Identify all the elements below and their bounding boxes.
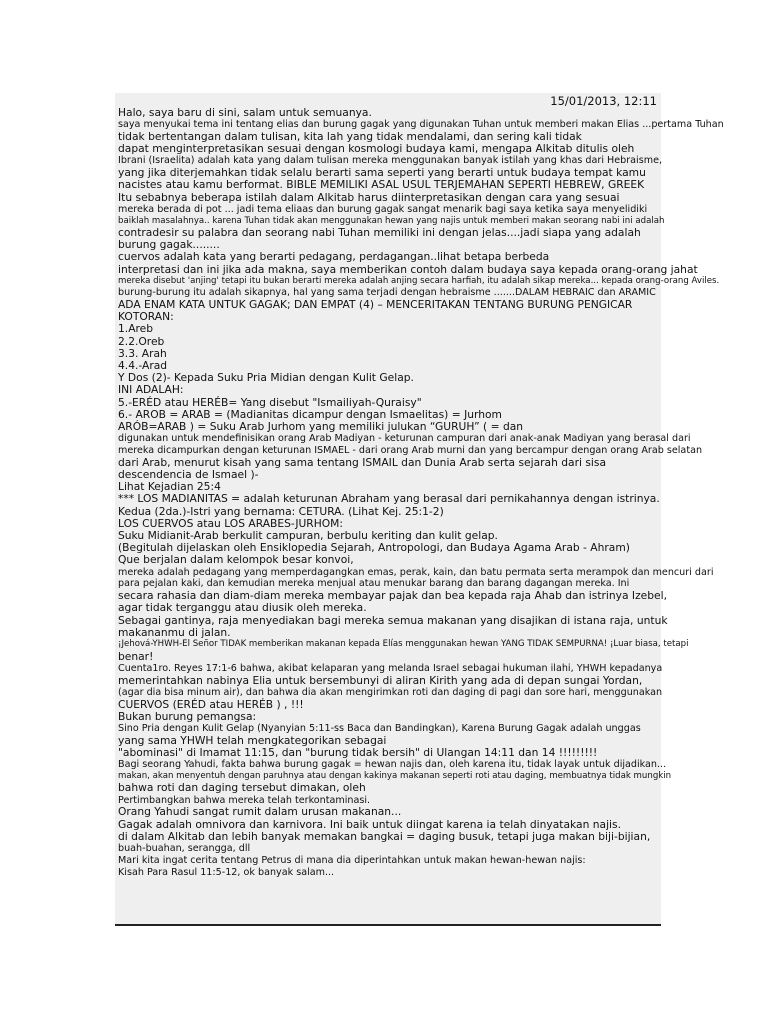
post-line: saya menyukai tema ini tentang elias dan burung gagak yang digunakan Tuhan untuk memberi makan Elias ...pertama Tuhan <box>118 119 724 131</box>
post-line: "abominasi" di Imamat 11:15, dan "burung tidak bersih" di Ulangan 14:11 dan 14 !!!!!!!!! <box>118 745 598 759</box>
post-line: LOS CUERVOS atau LOS ARABES-JURHOM: <box>118 516 343 530</box>
post-line: 6.- AROB = ARAB = (Madianitas dicampur dengan Ismaelitas) = Jurhom <box>118 407 502 421</box>
post-line: cuervos adalah kata yang berarti pedagang, perdagangan..lihat betapa berbeda <box>118 250 550 264</box>
post-line: descendencia de Ismael )- <box>118 468 259 482</box>
post-line: secara rahasia dan diam-diam mereka membayar pajak dan bea kepada raja Ahab dan istrinya Izebel, <box>118 589 667 603</box>
post-line: (agar dia bisa minum air), dan bahwa dia akan mengirimkan roti dan daging di pagi dan sore hari, menggunakan <box>118 686 663 698</box>
post-line: ARÓB=ARAB ) = Suku Arab Jurhom yang memiliki julukan “GURUH” ( = dan <box>118 420 524 434</box>
post-line: ¡Jehová-YHWH-El Señor TIDAK memberikan makanan kepada Elías menggunakan hewan YANG TIDAK SEMPURNA! ¡Luar biasa, tetapi <box>118 639 689 650</box>
post-line: (Begitulah dijelaskan oleh Ensiklopedia Sejarah, Antropologi, dan Budaya Agama Arab - Ahram) <box>118 541 630 555</box>
post-line: 5.-ERÉD atau HERÉB= Yang disebut "Ismailiyah-Quraisy" <box>118 395 422 409</box>
post-line: Itu sebabnya beberapa istilah dalam Alkitab harus diinterpretasikan dengan cara yang sesuai <box>118 190 620 204</box>
post-line: agar tidak terganggu atau diusik oleh mereka. <box>118 601 367 615</box>
post-line: *** LOS MADIANITAS = adalah keturunan Abraham yang berasal dari pernikahannya dengan istrinya. <box>118 492 660 506</box>
post-line: mereka dicampurkan dengan keturunan ISMAEL - dari orang Arab murni dan yang bercampur dengan orang Arab selatan <box>118 445 703 457</box>
post-line: Kedua (2da.)-Istri yang bernama: CETURA. (Lihat Kej. 25:1-2) <box>118 504 444 518</box>
post-line: Halo, saya baru di sini, salam untuk semuanya. <box>118 106 372 119</box>
post-line: mereka disebut 'anjing' tetapi itu bukan berarti mereka adalah anjing secara harfiah, itu adalah sikap mereka... kepada orang-orang Aviles. <box>118 275 720 286</box>
post-line: burung-burung itu adalah sikapnya, hal yang sama terjadi dengan hebraisme .......DALAM HEBRAIC dan ARAMIC <box>118 287 656 299</box>
post-line: baiklah masalahnya.. karena Tuhan tidak akan menggunakan hewan yang najis untuk memberi makan seorang nabi ini adalah <box>118 215 665 226</box>
post-line: para pejalan kaki, dan kemudian mereka menjual atau menukar barang dan barang dagangan mereka. Ini <box>118 578 630 590</box>
post-line: makan, akan menyentuh dengan paruhnya atau dengan kakinya makanan seperti roti atau daging, membuatnya tidak mungkin <box>118 770 672 781</box>
post-line: Cuenta1ro. Reyes 17:1-6 bahwa, akibat kelaparan yang melanda Israel sebagai hukuman ilahi, YHWH kepadanya <box>118 662 663 674</box>
post-line: digunakan untuk mendefinisikan orang Arab Madiyan - keturunan campuran dari anak-anak Madiyan yang berasal dari <box>118 433 691 445</box>
post-line: 3.3. Arah <box>118 346 167 360</box>
post-line: tidak bertentangan dalam tulisan, kita lah yang tidak mendalami, dan sering kali tidak <box>118 130 582 143</box>
post-line: burung gagak........ <box>118 238 220 252</box>
post-line: Y Dos (2)- Kepada Suku Pria Midian dengan Kulit Gelap. <box>118 371 414 385</box>
post-line: Suku Midianit-Arab berkulit campuran, berbulu keriting dan kulit gelap. <box>118 529 498 543</box>
post-line: dapat menginterpretasikan sesuai dengan kosmologi budaya kami, mengapa Alkitab ditulis oleh <box>118 142 635 156</box>
post-line: Mari kita ingat cerita tentang Petrus di mana dia diperintahkan untuk makan hewan-hewan najis: <box>118 854 586 866</box>
post-line: bahwa roti dan daging tersebut dimakan, oleh <box>118 781 366 795</box>
post-line: Bagi seorang Yahudi, fakta bahwa burung gagak = hewan najis dan, oleh karena itu, tidak layak untuk dijadikan... <box>118 759 667 771</box>
post-line: nacistes atau kamu berformat. BIBLE MEMILIKI ASAL USUL TERJEMAHAN SEPERTI HEBREW, GREEK <box>118 178 645 192</box>
post-timestamp: 15/01/2013, 12:11 <box>550 94 657 108</box>
post-line: Gagak adalah omnivora dan karnivora. Ini baik untuk diingat karena ia telah dinyatakan najis. <box>118 817 621 831</box>
post-body <box>115 106 724 878</box>
post-line: mereka adalah pedagang yang memperdagangkan emas, perak, kain, dan batu permata serta merampok dan mencuri dari <box>118 566 714 578</box>
post-line: Bukan burung pemangsa: <box>118 709 257 723</box>
post-line: dari Arab, menurut kisah yang sama tentang ISMAIL dan Dunia Arab serta sejarah dari sisa <box>118 455 607 469</box>
post-line: 1.Areb <box>118 322 154 336</box>
forum-post <box>115 93 724 926</box>
post-line: yang jika diterjemahkan tidak selalu berarti sama seperti yang berarti untuk budaya tempat kamu <box>118 166 646 180</box>
post-line: Ibrani (Israelita) adalah kata yang dalam tulisan mereka menggunakan banyak istilah yang khas dari Hebraisme, <box>118 155 663 167</box>
post-line: Que berjalan dalam kelompok besar konvoi, <box>118 553 354 567</box>
post-line: Orang Yahudi sangat rumit dalam urusan makanan... <box>118 805 402 819</box>
post-line: 2.2.Oreb <box>118 334 165 348</box>
post-line: interpretasi dan ini jika ada makna, saya memberikan contoh dalam budaya saya kepada orang-orang jahat <box>118 262 698 276</box>
post-line: yang sama YHWH telah mengkategorikan sebagai <box>118 733 387 747</box>
post-line: Sino Pria dengan Kulit Gelap (Nyanyian 5:11-ss Baca dan Bandingkan), Karena Burung Gagak adalah unggas <box>118 722 641 734</box>
post-line: Pertimbangkan bahwa mereka telah terkontaminasi. <box>118 794 371 806</box>
post-line: KOTORAN: <box>118 310 174 324</box>
post-line: mereka berada di pot ... jadi tema eliaas dan burung gagak sangat menarik bagi saya ketika saya menyelidiki <box>118 203 648 215</box>
post-line: Sebagai gantinya, raja menyediakan bagi mereka semua makanan yang disajikan di istana raja, untuk <box>118 613 668 627</box>
post-line: Kisah Para Rasul 11:5-12, ok banyak salam... <box>118 866 335 878</box>
post-line: contradesir su palabra dan seorang nabi Tuhan memiliki ini dengan jelas....jadi siapa yang adalah <box>118 226 641 240</box>
post-line: buah-buahan, serangga, dll <box>118 842 251 854</box>
post-line: Lihat Kejadian 25:4 <box>118 480 221 494</box>
post-line: makananmu di jalan. <box>118 625 231 639</box>
post-line: CUERVOS (ERÉD atau HERÉB ) , !!! <box>118 697 304 711</box>
post-line: di dalam Alkitab dan lebih banyak memakan bangkai = daging busuk, tetapi juga makan biji-bijian, <box>118 829 651 843</box>
post-line: memerintahkan nabinya Elia untuk bersembunyi di aliran Kirith yang ada di depan sungai Yordan, <box>118 673 643 687</box>
post-line: benar! <box>118 649 154 663</box>
post-line: ADA ENAM KATA UNTUK GAGAK; DAN EMPAT (4) – MENCERITAKAN TENTANG BURUNG PENGICAR <box>118 298 633 312</box>
post-line: INI ADALAH: <box>118 383 184 397</box>
post-line: 4.4.-Arad <box>118 359 168 373</box>
